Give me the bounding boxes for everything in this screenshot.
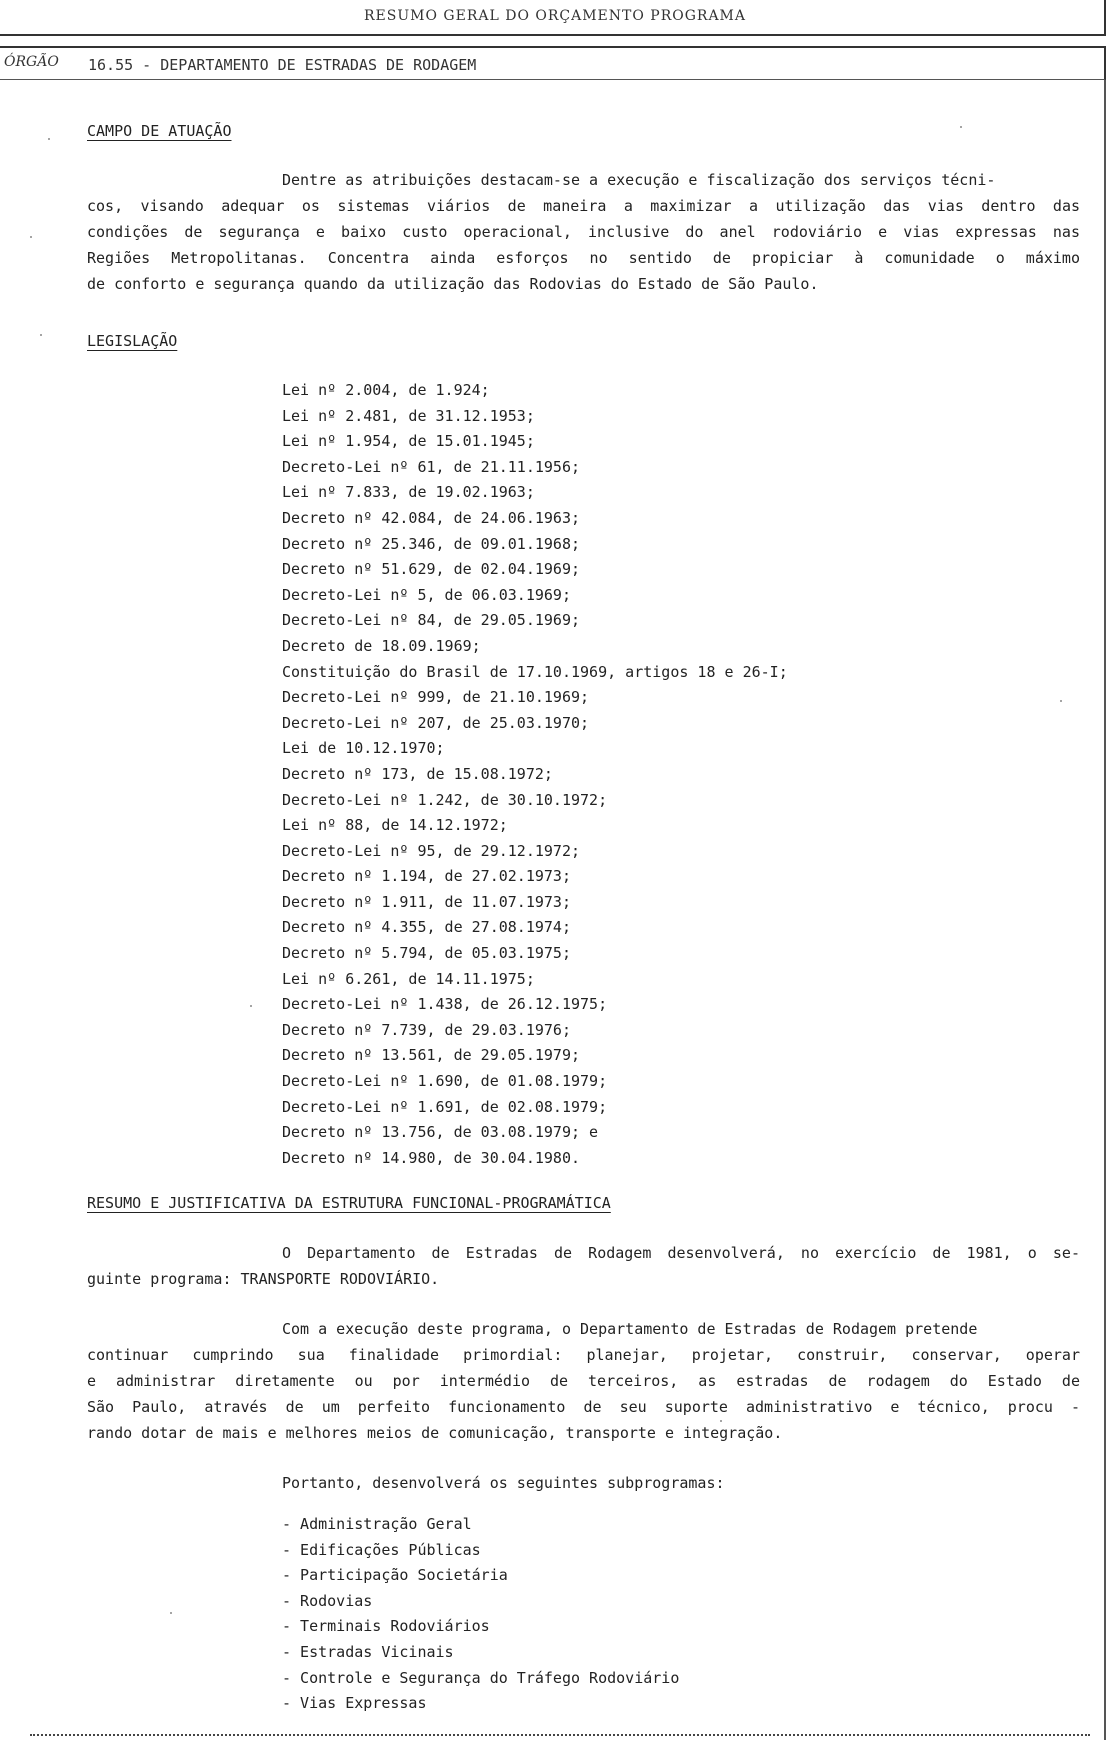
law-item: Decreto nº 5.794, de 05.03.1975; [282,944,571,963]
law-item: Decreto-Lei nº 61, de 21.11.1956; [282,457,581,476]
subprograma-item: - Controle e Segurança do Tráfego Rodoviário [282,1668,680,1687]
scan-speck [170,1612,172,1614]
scan-speck [720,1420,722,1422]
resumo-para1-line: O Departamento de Estradas de Rodagem desenvolverá, no exercício de 1981, o se- [282,1244,1080,1262]
subprograma-item: - Participação Societária [282,1566,508,1585]
campo-line: Dentre as atribuições destacam-se a execução e fiscalização dos serviços técni- [282,171,996,189]
law-item: Decreto-Lei nº 1.691, de 02.08.1979; [282,1097,608,1116]
orgao-label: ÓRGÃO [4,54,59,70]
legislacao-list [282,378,788,1171]
document-title: RESUMO GERAL DO ORÇAMENTO PROGRAMA [364,8,746,24]
resumo-para1-line: guinte programa: TRANSPORTE RODOVIÁRIO. [87,1270,440,1288]
law-item: Constituição do Brasil de 17.10.1969, artigos 18 e 26-I; [282,662,788,681]
legislacao-heading: LEGISLAÇÃO [87,332,178,350]
law-item: Decreto nº 1.194, de 27.02.1973; [282,867,571,886]
law-item: Decreto nº 13.756, de 03.08.1979; e [282,1123,599,1142]
law-item: Decreto-Lei nº 1.242, de 30.10.1972; [282,790,608,809]
resumo-para2-line: rando dotar de mais e melhores meios de comunicação, transporte e integração. [87,1424,783,1442]
subprograma-item: - Administração Geral [282,1515,472,1533]
scan-speck [40,334,42,336]
law-item: Decreto nº 4.355, de 27.08.1974; [282,918,571,937]
resumo-para2-line: Com a execução deste programa, o Departamento de Estradas de Rodagem pretende [282,1320,978,1338]
law-item: Decreto-Lei nº 999, de 21.10.1969; [282,688,590,707]
campo-line: condições de segurança e baixo custo operacional, inclusive do anel rodoviário e vias expressas nas [87,223,1080,241]
law-item: Decreto nº 173, de 15.08.1972; [282,764,553,783]
law-item: Lei nº 2.004, de 1.924; [282,381,490,399]
right-border-rule [1104,80,1106,1740]
subprograma-item: - Edificações Públicas [282,1540,481,1559]
resumo-para2-line: e administrar diretamente ou por intermédio de terceiros, as estradas de rodagem do Estado de [87,1372,1080,1390]
subprograma-item: - Rodovias [282,1591,373,1610]
law-item: Decreto nº 25.346, de 09.01.1968; [282,534,581,553]
law-item: Decreto-Lei nº 5, de 06.03.1969; [282,585,571,604]
law-item: Decreto nº 7.739, de 29.03.1976; [282,1020,571,1039]
law-item: Lei nº 6.261, de 14.11.1975; [282,969,535,988]
law-item: Decreto nº 51.629, de 02.04.1969; [282,560,581,579]
law-item: Lei nº 2.481, de 31.12.1953; [282,406,535,425]
law-item: Decreto nº 1.911, de 11.07.1973; [282,892,571,911]
campo-line: cos, visando adequar os sistemas viários de maneira a maximizar a utilização das vias dentro das [87,197,1080,215]
law-item: Decreto-Lei nº 1.690, de 01.08.1979; [282,1072,608,1091]
scan-speck [30,236,32,238]
law-item: Decreto de 18.09.1969; [282,636,481,655]
subprograma-item: - Terminais Rodoviários [282,1617,490,1636]
resumo-para2-line: São Paulo, através de um perfeito funcionamento de seu suporte administrativo e técnico, procu - [87,1398,1080,1416]
subprograma-item: - Vias Expressas [282,1694,427,1713]
law-item: Decreto-Lei nº 1.438, de 26.12.1975; [282,995,608,1014]
subprogramas-list [282,1512,679,1717]
resumo-heading: RESUMO E JUSTIFICATIVA DA ESTRUTURA FUNCIONAL-PROGRAMÁTICA [87,1194,611,1212]
law-item: Decreto nº 42.084, de 24.06.1963; [282,508,581,527]
law-item: Decreto nº 13.561, de 29.05.1979; [282,1046,581,1065]
resumo-para2-line: continuar cumprindo sua finalidade primordial: planejar, projetar, construir, conservar, operar [87,1346,1080,1364]
scan-speck [960,126,962,128]
orgao-value: 16.55 - DEPARTAMENTO DE ESTRADAS DE RODAGEM [88,56,477,74]
law-item: Decreto-Lei nº 95, de 29.12.1972; [282,841,581,860]
campo-heading: CAMPO DE ATUAÇÃO [87,122,232,140]
resumo-para3: Portanto, desenvolverá os seguintes subprogramas: [282,1474,725,1492]
bottom-dotted-rule [30,1734,1090,1736]
law-item: Decreto-Lei nº 207, de 25.03.1970; [282,713,590,732]
law-item: Decreto nº 14.980, de 30.04.1980. [282,1148,581,1167]
subprograma-item: - Estradas Vicinais [282,1642,454,1661]
campo-line: Regiões Metropolitanas. Concentra ainda esforços no sentido de propiciar à comunidade o máximo [87,249,1080,267]
scan-speck [250,1005,252,1007]
law-item: Lei nº 7.833, de 19.02.1963; [282,483,535,502]
scan-speck [48,138,50,140]
law-item: Lei de 10.12.1970; [282,739,445,758]
campo-line: de conforto e segurança quando da utilização das Rodovias do Estado de São Paulo. [87,275,819,293]
law-item: Lei nº 1.954, de 15.01.1945; [282,432,535,451]
law-item: Lei nº 88, de 14.12.1972; [282,816,508,835]
scan-speck [1060,700,1062,702]
law-item: Decreto-Lei nº 84, de 29.05.1969; [282,611,581,630]
